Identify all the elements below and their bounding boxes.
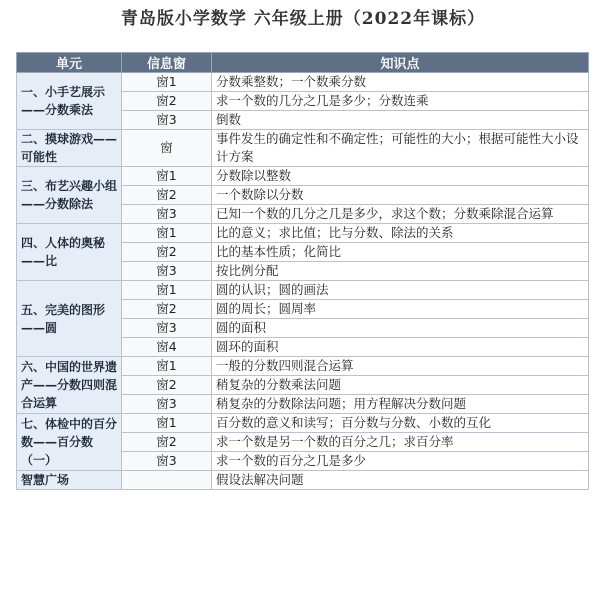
point-cell: 分数除以整数 — [212, 167, 589, 186]
point-cell: 事件发生的确定性和不确定性；可能性的大小；根据可能性大小设计方案 — [212, 130, 589, 167]
point-cell: 求一个数的几分之几是多少；分数连乘 — [212, 92, 589, 111]
point-cell: 一般的分数四则混合运算 — [212, 357, 589, 376]
unit-cell: 一、小手艺展示——分数乘法 — [17, 73, 122, 130]
window-cell — [122, 471, 212, 490]
window-cell: 窗1 — [122, 73, 212, 92]
point-cell: 圆的认识；圆的画法 — [212, 281, 589, 300]
point-cell: 已知一个数的几分之几是多少，求这个数；分数乘除混合运算 — [212, 205, 589, 224]
window-cell: 窗 — [122, 130, 212, 167]
point-cell: 求一个数是另一个数的百分之几；求百分率 — [212, 433, 589, 452]
window-cell: 窗1 — [122, 414, 212, 433]
unit-cell: 二、摸球游戏——可能性 — [17, 130, 122, 167]
point-cell: 比的基本性质；化简比 — [212, 243, 589, 262]
window-cell: 窗2 — [122, 376, 212, 395]
table-row — [17, 414, 589, 433]
unit-cell: 六、中国的世界遗产——分数四则混合运算 — [17, 357, 122, 414]
window-cell: 窗1 — [122, 357, 212, 376]
table-row — [17, 167, 589, 186]
point-cell: 分数乘整数；一个数乘分数 — [212, 73, 589, 92]
window-cell: 窗3 — [122, 319, 212, 338]
page-title: 青岛版小学数学 六年级上册（2022年课标） — [120, 9, 486, 29]
unit-cell: 五、完美的图形——圆 — [17, 281, 122, 357]
window-cell: 窗2 — [122, 186, 212, 205]
point-cell: 圆环的面积 — [212, 338, 589, 357]
header-unit: 单元 — [17, 53, 122, 73]
window-cell: 窗1 — [122, 224, 212, 243]
unit-cell: 智慧广场 — [17, 471, 122, 490]
point-cell: 稍复杂的分数除法问题；用方程解决分数问题 — [212, 395, 589, 414]
window-cell: 窗3 — [122, 205, 212, 224]
window-cell: 窗2 — [122, 300, 212, 319]
point-cell: 倒数 — [212, 111, 589, 130]
point-cell: 按比例分配 — [212, 262, 589, 281]
point-cell: 一个数除以分数 — [212, 186, 589, 205]
table-row — [17, 224, 589, 243]
unit-cell: 七、体检中的百分数——百分数（一） — [17, 414, 122, 471]
point-cell: 假设法解决问题 — [212, 471, 589, 490]
window-cell: 窗3 — [122, 111, 212, 130]
window-cell: 窗3 — [122, 262, 212, 281]
point-cell: 百分数的意义和读写；百分数与分数、小数的互化 — [212, 414, 589, 433]
window-cell: 窗2 — [122, 433, 212, 452]
unit-cell: 三、布艺兴趣小组——分数除法 — [17, 167, 122, 224]
table-row — [17, 281, 589, 300]
window-cell: 窗4 — [122, 338, 212, 357]
point-cell: 求一个数的百分之几是多少 — [212, 452, 589, 471]
point-cell: 稍复杂的分数乘法问题 — [212, 376, 589, 395]
knowledge-table — [16, 52, 589, 490]
point-cell: 圆的周长；圆周率 — [212, 300, 589, 319]
table-header-row — [17, 53, 589, 73]
window-cell: 窗2 — [122, 92, 212, 111]
table-row — [17, 471, 589, 490]
point-cell: 圆的面积 — [212, 319, 589, 338]
table-row — [17, 130, 589, 167]
window-cell: 窗1 — [122, 281, 212, 300]
window-cell: 窗3 — [122, 395, 212, 414]
header-window: 信息窗 — [122, 53, 212, 73]
header-points: 知识点 — [212, 53, 589, 73]
window-cell: 窗2 — [122, 243, 212, 262]
point-cell: 比的意义；求比值；比与分数、除法的关系 — [212, 224, 589, 243]
table-row — [17, 73, 589, 92]
window-cell: 窗1 — [122, 167, 212, 186]
table-row — [17, 357, 589, 376]
window-cell: 窗3 — [122, 452, 212, 471]
unit-cell: 四、人体的奥秘——比 — [17, 224, 122, 281]
